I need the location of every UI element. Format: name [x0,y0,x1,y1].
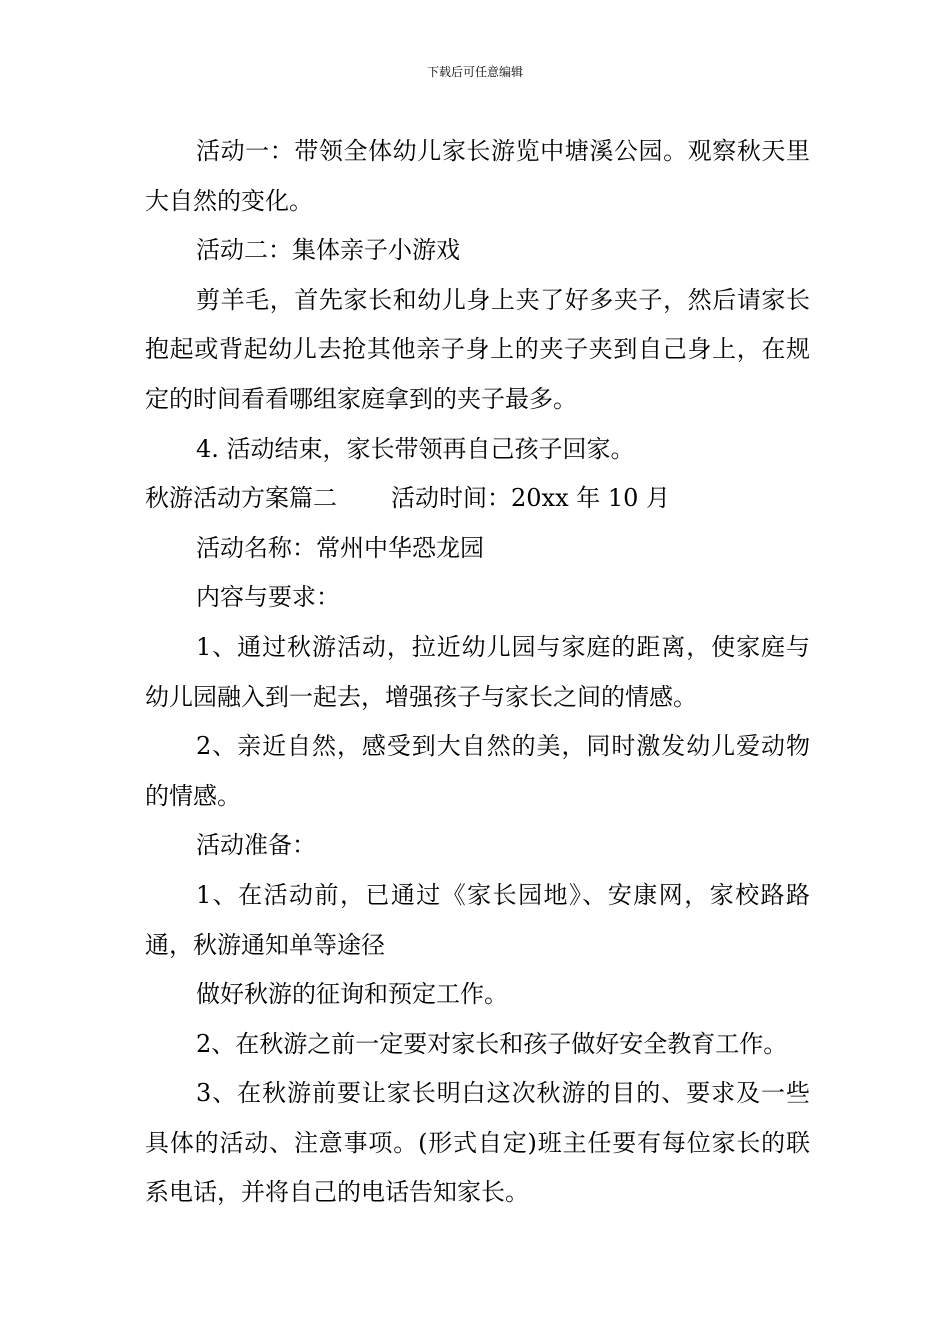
paragraph-activity-name: 活动名称：常州中华恐龙园 [196,533,484,562]
section-title: 秋游活动方案篇二 [145,484,337,513]
paragraph-preparation-heading: 活动准备： [196,831,316,860]
paragraph-requirement-2: 2、亲近自然，感受到大自然的美，同时激发幼儿爱动物的情感。 [145,732,810,810]
paragraph-activity-end: 4. 活动结束，家长带领再自己孩子回家。 [196,434,635,463]
paragraph-activity-two: 活动二：集体亲子小游戏 [196,236,460,265]
activity-time: 活动时间：20xx 年 10 月 [391,484,671,513]
paragraph-requirement-1: 1、通过秋游活动，拉近幼儿园与家庭的距离，使家庭与幼儿园融入到一起去，增强孩子与家长之间的情感。 [145,632,810,711]
paragraph-content-requirements: 内容与要求： [196,583,340,612]
paragraph-preparation-1-cont: 做好秋游的征询和预定工作。 [196,980,508,1009]
paragraph-preparation-1: 1、在活动前，已通过《家长园地》、安康网，家校路路通，秋游通知单等途径 [145,880,810,959]
paragraph-preparation-3: 3、在秋游前要让家长明白这次秋游的目的、要求及一些具体的活动、注意事项。(形式自定)班主任要有每位家长的联系电话，并将自己的电话告知家长。 [145,1079,810,1207]
section-heading [145,474,810,524]
paragraph-activity-one: 活动一：带领全体幼儿家长游览中塘溪公园。观察秋天里大自然的变化。 [145,137,810,215]
page-header: 下载后可任意编辑 [426,65,523,79]
paragraph-sheep-game: 剪羊毛，首先家长和幼儿身上夹了好多夹子，然后请家长抱起或背起幼儿去抢其他亲子身上的夹子夹到自己身上，在规定的时间看看哪组家庭拿到的夹子最多。 [145,285,810,413]
paragraph-preparation-2: 2、在秋游之前一定要对家长和孩子做好安全教育工作。 [196,1029,788,1058]
document-body [145,127,810,1218]
